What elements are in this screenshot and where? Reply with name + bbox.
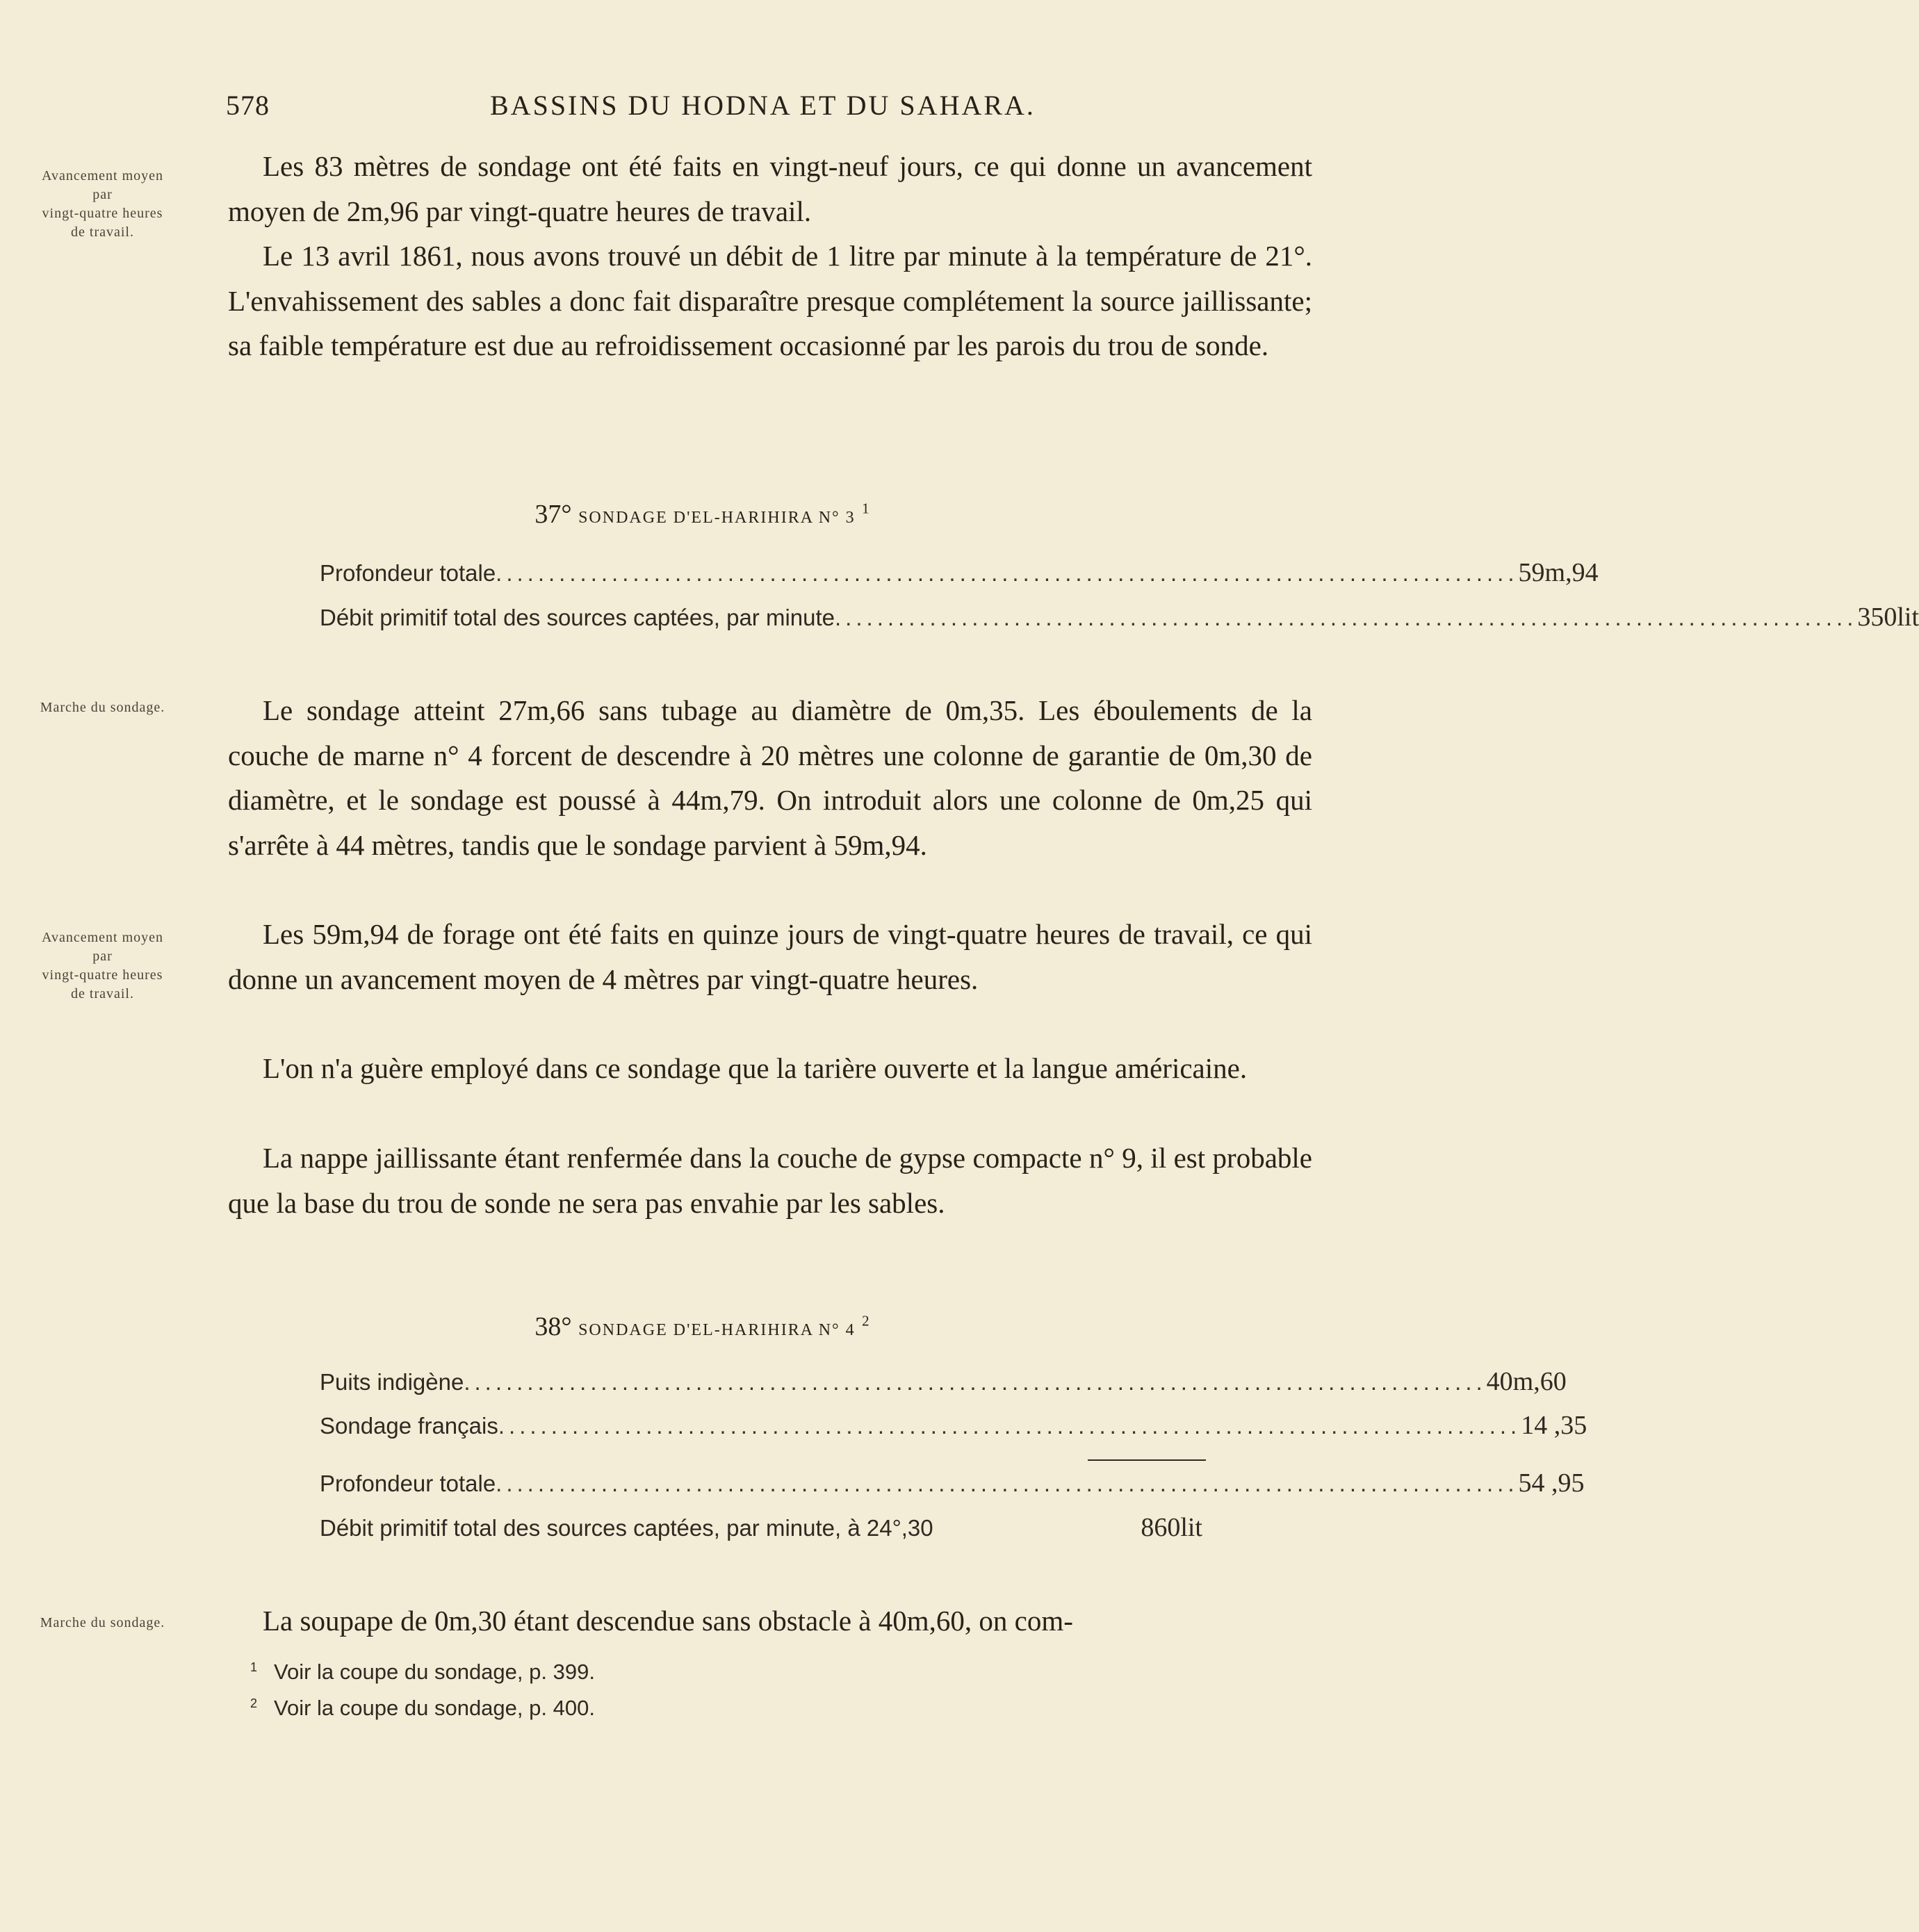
section-38-title: 38° SONDAGE D'EL-HARIHIRA N° 4 $^2$ <box>534 1312 869 1341</box>
sidenote-avancement-1: Avancement moyen par vingt-quatre heures de travail. <box>41 168 163 240</box>
paragraph-6: La nappe jaillissante étant renfermée dans la couche de gypse compacte n° 9, il est probable que la base du trou de sonde ne sera pas envahie par les sables. <box>228 1142 1312 1219</box>
page-number: 578 <box>226 90 270 121</box>
leader-dots: ................................................................................................. <box>496 560 1519 586</box>
leader-dots: ................................................................................................. <box>835 605 1858 630</box>
sidenote-marche-1: Marche du sondage. <box>40 700 165 715</box>
footnote-1: $^1$ Voir la coupe du sondage, p. 399. <box>250 1660 595 1684</box>
section-37-title: 37° SONDAGE D'EL-HARIHIRA N° 3 $^1$ <box>534 500 869 529</box>
paragraph-4: Les 59m,94 de forage ont été faits en quinze jours de vingt-quatre heures de travail, ce qui donne un avancement moyen de 4 mètres par vingt-quatre heures. <box>228 918 1312 995</box>
sidenote-avancement-2: Avancement moyen par vingt-quatre heures de travail. <box>41 930 163 1001</box>
paragraph-3: Le sondage atteint 27m,66 sans tubage au diamètre de 0m,35. Les éboulements de la couche de marne n° 4 forcent de descendre à 20 mètres une colonne de garantie de 0m,30 de diamètre, et le sondage est poussé à 44m,79. On introduit alors une colonne de 0m,25 qui s'arrête à 44 mètres, tandis que le sondage parvient à 59m,94. <box>228 694 1312 861</box>
leader-dots: ................................................................................................. <box>498 1413 1521 1439</box>
table-row: Profondeur totale ................................................................................................. 54 ,95 <box>320 1468 1585 1498</box>
footnote-2: $^2$ Voir la coupe du sondage, p. 400. <box>250 1696 595 1720</box>
table-row: Sondage français ................................................................................................. 14 ,35 <box>320 1411 1587 1440</box>
table-row: Débit primitif total des sources captées, par minute, à 24°,30 860lit <box>320 1513 1202 1542</box>
paragraph-2: Le 13 avril 1861, nous avons trouvé un débit de 1 litre par minute à la température de 21°. L'envahissement des sables a donc fait disparaître presque complétement la source jaillissante; sa faible température est due au refroidissement occasionné par les parois du trou de sonde. <box>228 240 1312 361</box>
running-title: BASSINS DU HODNA ET DU SAHARA. <box>490 90 1036 121</box>
paragraph-1: Les 83 mètres de sondage ont été faits en vingt-neuf jours, ce qui donne un avancement moyen de 2m,96 par vingt-quatre heures de travail. <box>228 150 1312 227</box>
paragraph-5: L'on n'a guère employé dans ce sondage que la tarière ouverte et la langue américaine. <box>263 1052 1248 1084</box>
table-row: Débit primitif total des sources captées, par minute ................................................................................................. 350lit <box>320 603 1919 632</box>
sidenote-marche-2: Marche du sondage. <box>40 1615 165 1630</box>
sum-rule <box>1088 1459 1206 1461</box>
leader-dots: ................................................................................................. <box>464 1369 1487 1395</box>
table-row: Profondeur totale ................................................................................................. 59m,94 <box>320 558 1599 587</box>
table-row: Puits indigène ................................................................................................. 40m,60 <box>320 1367 1567 1396</box>
leader-dots: ................................................................................................. <box>496 1471 1519 1496</box>
paragraph-7: La soupape de 0m,30 étant descendue sans obstacle à 40m,60, on com- <box>263 1605 1073 1637</box>
